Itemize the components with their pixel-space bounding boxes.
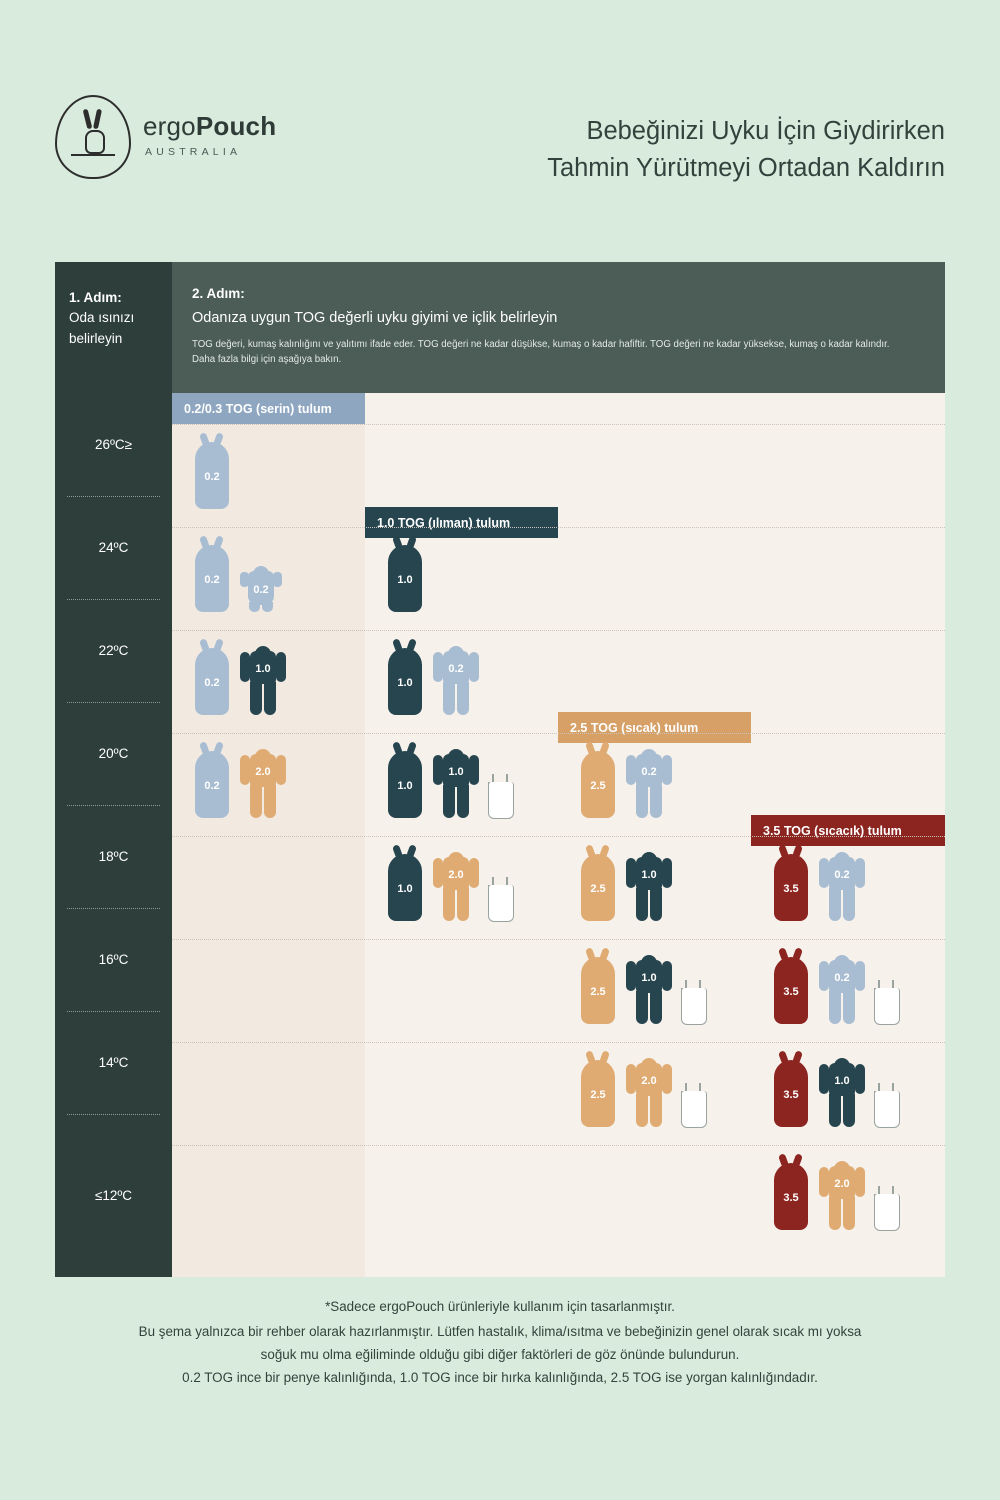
temperature-label: 20ºC bbox=[98, 746, 129, 761]
tog-value: 1.0 bbox=[397, 574, 413, 586]
step1-line1: Oda ısınızı bbox=[69, 310, 135, 326]
tog-value: 2.5 bbox=[590, 883, 606, 895]
chart-grid bbox=[172, 393, 945, 1277]
temperature-row-22 bbox=[55, 599, 172, 702]
row-divider bbox=[172, 836, 945, 837]
temperature-row-26 bbox=[55, 393, 172, 496]
singlet-icon bbox=[871, 1186, 901, 1230]
cell-16-col3 bbox=[769, 948, 901, 1024]
tog-guide-chart bbox=[55, 262, 945, 1277]
step2-note: TOG değeri, kumaş kalınlığını ve yalıtımı ifade eder. TOG değeri ne kadar düşükse, kumaş o kadar hafiftir. TOG değeri ne kadar yüksekse, kumaş o kadar kalındır. Daha fazla bilgi için aşağıya bakın. bbox=[192, 339, 890, 365]
column-header-0 bbox=[172, 393, 365, 424]
sleeping-bag-icon bbox=[190, 536, 234, 612]
footer-line-4: 0.2 TOG ince bir penye kalınlığında, 1.0 TOG ince bir hırka kalınlığında, 2.5 TOG ise yorgan kalınlığındadır. bbox=[182, 1370, 818, 1386]
long-onesie-icon bbox=[626, 954, 672, 1024]
temperature-row-12 bbox=[55, 1114, 172, 1277]
long-onesie-icon bbox=[819, 851, 865, 921]
brand-name bbox=[143, 111, 276, 142]
singlet-icon bbox=[678, 980, 708, 1024]
row-divider bbox=[172, 630, 945, 631]
tog-value: 1.0 bbox=[834, 1075, 850, 1087]
step1-line2: belirleyin bbox=[69, 330, 123, 346]
cell-18-col3 bbox=[769, 845, 865, 921]
column-header-2-label: 2.5 TOG (sıcak) tulum bbox=[570, 720, 699, 735]
tog-value: 0.2 bbox=[204, 574, 220, 586]
footer-line-3: soğuk mu olma eğiliminde olduğu gibi diğer faktörleri de göz önünde bulundurun. bbox=[260, 1347, 740, 1363]
row-divider bbox=[172, 1042, 945, 1043]
cell-24-col0 bbox=[190, 536, 282, 612]
step2-header bbox=[172, 262, 945, 393]
cell-20-col0 bbox=[190, 742, 286, 818]
footer-line-2: Bu şema yalnızca bir rehber olarak hazırlanmıştır. Lütfen hastalık, klima/ısıtma ve bebeğinizin genel olarak sıcak mı yoksa bbox=[138, 1324, 862, 1340]
tog-value: 1.0 bbox=[448, 766, 464, 778]
tog-value: 1.0 bbox=[641, 869, 657, 881]
brand-subtitle: AUSTRALIA bbox=[145, 146, 242, 158]
bunny-logo-icon bbox=[55, 95, 131, 179]
sleeping-bag-icon bbox=[383, 845, 427, 921]
tog-value: 2.5 bbox=[590, 986, 606, 998]
cell-12-col3 bbox=[769, 1154, 901, 1230]
temperature-row-24 bbox=[55, 496, 172, 599]
step1-title: 1. Adım: bbox=[69, 290, 122, 305]
footer-notes bbox=[60, 1295, 940, 1389]
singlet-icon bbox=[485, 774, 515, 818]
singlet-icon bbox=[678, 1083, 708, 1127]
page-title-line1: Bebeğinizi Uyku İçin Giydirirken bbox=[586, 117, 945, 145]
cell-16-col2 bbox=[576, 948, 708, 1024]
sleeping-bag-icon bbox=[190, 433, 234, 509]
tog-value: 0.2 bbox=[834, 869, 850, 881]
tog-value: 2.5 bbox=[590, 780, 606, 792]
long-onesie-icon bbox=[626, 851, 672, 921]
sleeping-bag-icon bbox=[769, 845, 813, 921]
step2-title: 2. Adım: bbox=[192, 286, 245, 301]
brand-logo bbox=[55, 95, 305, 179]
long-onesie-icon bbox=[819, 1160, 865, 1230]
long-onesie-icon bbox=[433, 748, 479, 818]
tog-value: 1.0 bbox=[255, 663, 271, 675]
temperature-label: ≤12ºC bbox=[94, 1188, 133, 1203]
tog-value: 0.2 bbox=[204, 471, 220, 483]
column-header-1 bbox=[365, 507, 558, 538]
tog-value: 0.2 bbox=[834, 972, 850, 984]
short-romper-icon bbox=[240, 566, 282, 612]
column-header-2 bbox=[558, 712, 751, 743]
sleeping-bag-icon bbox=[769, 948, 813, 1024]
long-onesie-icon bbox=[240, 748, 286, 818]
column-header-3-label: 3.5 TOG (sıcacık) tulum bbox=[763, 823, 902, 838]
singlet-icon bbox=[485, 877, 515, 921]
temperature-label: 16ºC bbox=[98, 952, 129, 967]
row-divider bbox=[172, 424, 945, 425]
sleeping-bag-icon bbox=[190, 639, 234, 715]
temperature-row-16 bbox=[55, 908, 172, 1011]
temperature-row-14 bbox=[55, 1011, 172, 1114]
row-divider bbox=[172, 939, 945, 940]
tog-value: 1.0 bbox=[397, 677, 413, 689]
temperature-label: 18ºC bbox=[98, 849, 129, 864]
tog-value: 3.5 bbox=[783, 1192, 799, 1204]
brand-name-bold: Pouch bbox=[195, 111, 277, 141]
tog-value: 3.5 bbox=[783, 986, 799, 998]
sleeping-bag-icon bbox=[383, 639, 427, 715]
brand-text bbox=[143, 95, 276, 158]
column-header-1-label: 1.0 TOG (ılıman) tulum bbox=[377, 515, 511, 530]
row-divider bbox=[172, 527, 945, 528]
tog-value: 0.2 bbox=[253, 584, 269, 596]
singlet-icon bbox=[871, 980, 901, 1024]
footer-line-1: *Sadece ergoPouch ürünleriyle kullanım için tasarlanmıştır. bbox=[325, 1299, 675, 1314]
row-divider bbox=[172, 1145, 945, 1146]
sleeping-bag-icon bbox=[576, 948, 620, 1024]
tog-value: 2.0 bbox=[448, 869, 464, 881]
sleeping-bag-icon bbox=[769, 1154, 813, 1230]
cell-18-col1 bbox=[383, 845, 515, 921]
header bbox=[55, 95, 945, 225]
sleeping-bag-icon bbox=[383, 536, 427, 612]
long-onesie-icon bbox=[819, 954, 865, 1024]
temperature-label: 22ºC bbox=[98, 643, 129, 658]
tog-value: 0.2 bbox=[448, 663, 464, 675]
tog-value: 2.0 bbox=[641, 1075, 657, 1087]
tog-value: 0.2 bbox=[204, 677, 220, 689]
temperature-label: 24ºC bbox=[98, 540, 129, 555]
temperature-label: 14ºC bbox=[98, 1055, 129, 1070]
sleeping-bag-icon bbox=[383, 742, 427, 818]
tog-value: 3.5 bbox=[783, 1089, 799, 1101]
long-onesie-icon bbox=[626, 748, 672, 818]
cell-18-col2 bbox=[576, 845, 672, 921]
sleeping-bag-icon bbox=[576, 845, 620, 921]
singlet-icon bbox=[871, 1083, 901, 1127]
sleeping-bag-icon bbox=[576, 742, 620, 818]
cell-24-col1 bbox=[383, 536, 427, 612]
tog-value: 1.0 bbox=[397, 780, 413, 792]
row-divider bbox=[172, 733, 945, 734]
column-header-3 bbox=[751, 815, 945, 846]
cell-20-col1 bbox=[383, 742, 515, 818]
temperature-column bbox=[55, 393, 172, 1277]
long-onesie-icon bbox=[240, 645, 286, 715]
cell-20-col2 bbox=[576, 742, 672, 818]
tog-value: 2.0 bbox=[255, 766, 271, 778]
tog-value: 1.0 bbox=[397, 883, 413, 895]
cell-22-col1 bbox=[383, 639, 479, 715]
tog-value: 0.2 bbox=[641, 766, 657, 778]
cell-26-col0 bbox=[190, 433, 234, 509]
temperature-row-18 bbox=[55, 805, 172, 908]
tog-value: 2.0 bbox=[834, 1178, 850, 1190]
cell-14-col2 bbox=[576, 1051, 708, 1127]
temperature-row-20 bbox=[55, 702, 172, 805]
sleeping-bag-icon bbox=[190, 742, 234, 818]
long-onesie-icon bbox=[819, 1057, 865, 1127]
cell-14-col3 bbox=[769, 1051, 901, 1127]
cell-22-col0 bbox=[190, 639, 286, 715]
page-title-line2: Tahmin Yürütmeyi Ortadan Kaldırın bbox=[547, 153, 945, 182]
tog-value: 0.2 bbox=[204, 780, 220, 792]
long-onesie-icon bbox=[626, 1057, 672, 1127]
temperature-label: 26ºC≥ bbox=[94, 437, 133, 452]
sleeping-bag-icon bbox=[769, 1051, 813, 1127]
tog-value: 1.0 bbox=[641, 972, 657, 984]
sleeping-bag-icon bbox=[576, 1051, 620, 1127]
brand-name-light: ergo bbox=[143, 111, 196, 141]
tog-value: 3.5 bbox=[783, 883, 799, 895]
long-onesie-icon bbox=[433, 645, 479, 715]
page-title bbox=[305, 95, 945, 187]
long-onesie-icon bbox=[433, 851, 479, 921]
step2-subtitle: Odanıza uygun TOG değerli uyku giyimi ve içlik belirleyin bbox=[192, 310, 558, 326]
tog-value: 2.5 bbox=[590, 1089, 606, 1101]
column-header-0-label: 0.2/0.3 TOG (serin) tulum bbox=[184, 401, 332, 416]
